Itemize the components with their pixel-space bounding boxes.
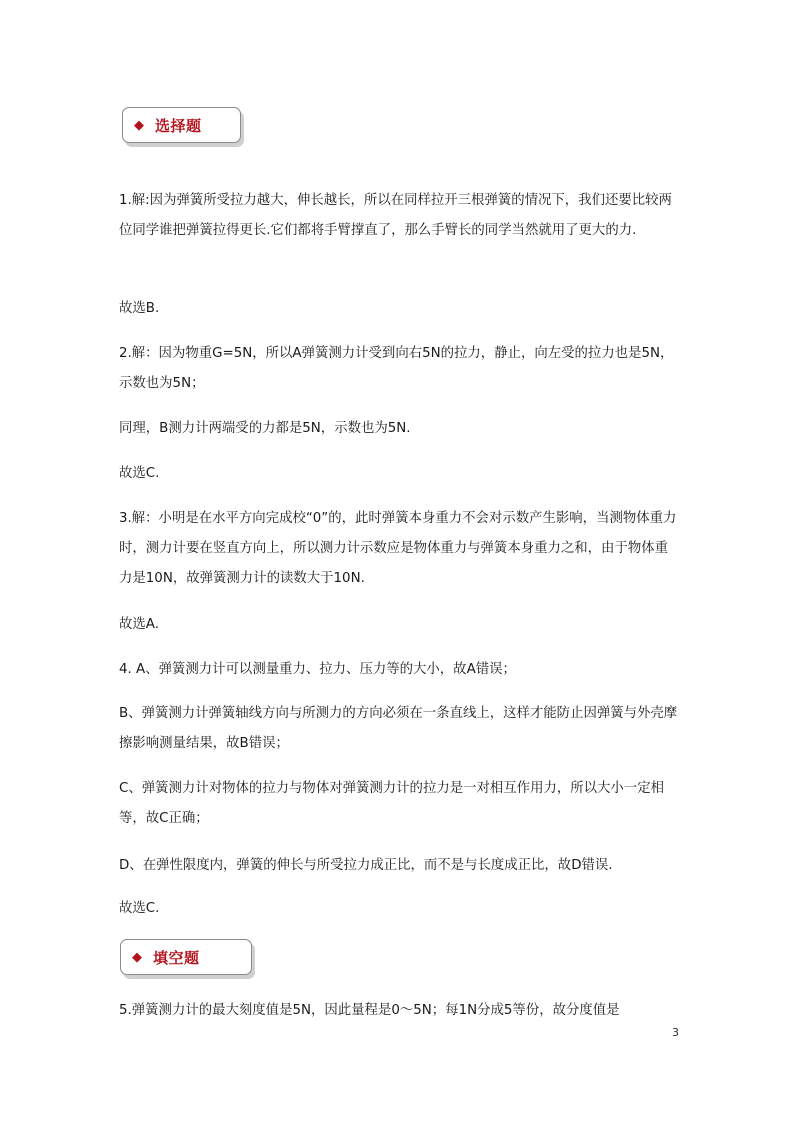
answer-paragraph: B、弹簧测力计弹簧轴线方向与所测力的方向必须在一条直线上，这样才能防止因弹簧与外壳摩擦影响测量结果，故B错误； [119,706,678,751]
section-header-fill [120,939,252,975]
answer-paragraph: 4. A、弹簧测力计可以测量重力、拉力、压力等的大小，故A错误； [119,662,516,677]
diamond-icon: ◆ [132,949,142,965]
answer-paragraph: 1.解:因为弹簧所受拉力越大，伸长越长，所以在同样拉开三根弹簧的情况下，我们还要比较两位同学谁把弹簧拉得更长.它们都将手臂撑直了，那么手臂长的同学当然就用了更大的力. [119,193,672,238]
answer-paragraph: 5.弹簧测力计的最大刻度值是5N，因此量程是0～5N；每1N分成5等份，故分度值是 [119,1003,620,1018]
answer-paragraph: 故选B. [119,301,160,316]
section-title: 选择题 [155,116,202,135]
answer-paragraph: 故选C. [119,901,160,916]
section-title: 填空题 [153,948,200,967]
answer-paragraph: D、在弹性限度内，弹簧的伸长与所受拉力成正比，而不是与长度成正比，故D错误. [119,858,613,873]
answer-paragraph: 同理，B测力计两端受的力都是5N，示数也为5N. [119,421,411,436]
section-header-choice [122,107,241,143]
answer-paragraph: 故选A. [119,617,159,632]
diamond-icon: ◆ [134,117,144,133]
answer-paragraph: 2.解：因为物重G=5N，所以A弹簧测力计受到向右5N的拉力，静止，向左受的拉力也是5N，示数也为5N； [119,346,674,391]
page-number: 3 [672,1026,679,1039]
answer-paragraph: C、弹簧测力计对物体的拉力与物体对弹簧测力计的拉力是一对相互作用力，所以大小一定相等，故C正确； [119,781,664,826]
answer-paragraph: 3.解：小明是在水平方向完成校“0”的，此时弹簧本身重力不会对示数产生影响，当测物体重力时，测力计要在竖直方向上，所以测力计示数应是物体重力与弹簧本身重力之和，由于物体重力是10N，故弹簧测力计的读数大于10N. [119,511,677,586]
answer-paragraph: 故选C. [119,466,160,481]
